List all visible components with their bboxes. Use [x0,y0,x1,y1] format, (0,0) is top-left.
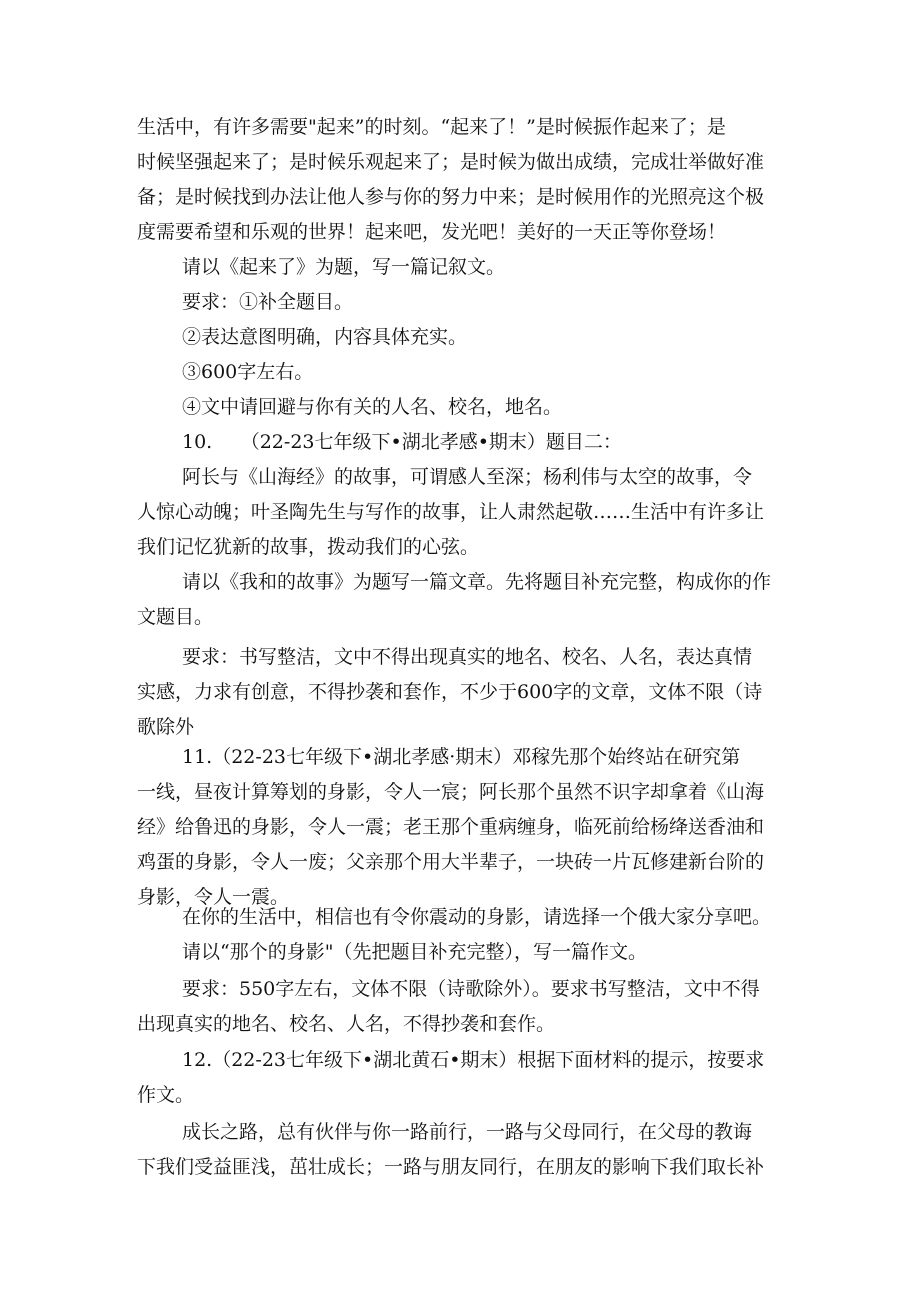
text-line: 阿长与《山海经》的故事，可谓感人至深；杨利伟与太空的故事，令 [182,466,753,488]
q9-prompt: 请以《起来了》为题，写一篇记叙文。 [182,256,506,278]
q9-requirement-3: ③600字左右。 [182,361,314,383]
text-line: 时候坚强起来了；是时候乐观起来了；是时候为做出成绩，完成壮举做好准 [137,151,765,173]
text-line: 备；是时候找到办法让他人参与你的努力中来；是时候用作的光照亮这个极 [137,186,765,208]
text-line: 出现真实的地名、校名、人名，不得抄袭和套作。 [137,1013,556,1035]
text-line: 生活中，有许多需要"起来”的时刻。“起来了！”是时候振作起来了；是 [137,116,726,138]
text-line: 我们记忆犹新的故事，拨动我们的心弦。 [137,536,480,558]
intro-paragraph [137,110,787,250]
q11-material [137,740,787,915]
text-line: 请以《我和的故事》为题写一篇文章。先将题目补充完整，构成你的作 [182,571,772,593]
q10-prompt [137,565,787,635]
text-line: 下我们受益匪浅，茁壮成长；一路与朋友同行，在朋友的影响下我们取长补 [137,1156,765,1178]
text-line: 人惊心动魄；叶圣陶先生与写作的故事，让人肃然起敬……生活中有许多让 [137,501,765,523]
text-line: 一线，昼夜计算筹划的身影，令人一宸；阿长那个虽然不识字却拿着《山海 [137,781,765,803]
q10-header: 10. （22-23七年级下•湖北孝感•期末）题目二： [182,431,622,453]
q11-prompt: 请以“那个的身影"（先把题目补充完整），写一篇作文。 [182,941,647,963]
text-line: 歌除外 [137,716,195,738]
text-line: 要求：550字左右，文体不限（诗歌除外）。要求书写整洁，文中不得 [182,978,760,1000]
q12-material [137,1115,787,1185]
q11-requirement [137,972,787,1042]
text-line: 实感，力求有创意，不得抄袭和套作，不少于600字的文章，文体不限（诗 [137,681,763,703]
text-line: 11.（22-23七年级下•湖北孝感·期末）邓稼先那个始终站在研究第 [182,746,741,768]
q9-requirement-2: ②表达意图明确，内容具体充实。 [182,326,468,348]
q9-requirement-1: 要求：①补全题目。 [182,291,354,313]
text-line: 经》给鲁迅的身影，令人一震；老王那个重病缠身，临死前给杨绛送香油和 [137,816,765,838]
text-line: 鸡蛋的身影，令人一废；父亲那个用大半辈子，一块砖一片瓦修建新台阶的 [137,851,765,873]
text-line: 文题目。 [137,606,214,628]
q11-share: 在你的生活中，相信也有令你震动的身影，请选择一个俄大家分享吧。 [182,906,772,928]
q10-material [137,460,787,565]
q12-header [137,1043,787,1113]
text-line: 成长之路，总有伙伴与你一路前行，一路与父母同行，在父母的教诲 [182,1121,753,1143]
q9-requirement-4: ④文中请回避与你有关的人名、校名，地名。 [182,396,563,418]
text-line: 度需要希望和乐观的世界！起来吧，发光吧！美好的一天正等你登场！ [137,221,727,243]
text-line: 要求：书写整洁，文中不得出现真实的地名、校名、人名，表达真情 [182,646,753,668]
text-line: 作文。 [137,1084,195,1106]
text-line: 12.（22-23七年级下•湖北黄石•期末）根据下面材料的提示，按要求 [182,1049,765,1071]
text-line: 身影，令人一震。 [137,886,290,908]
q10-requirement [137,640,787,745]
